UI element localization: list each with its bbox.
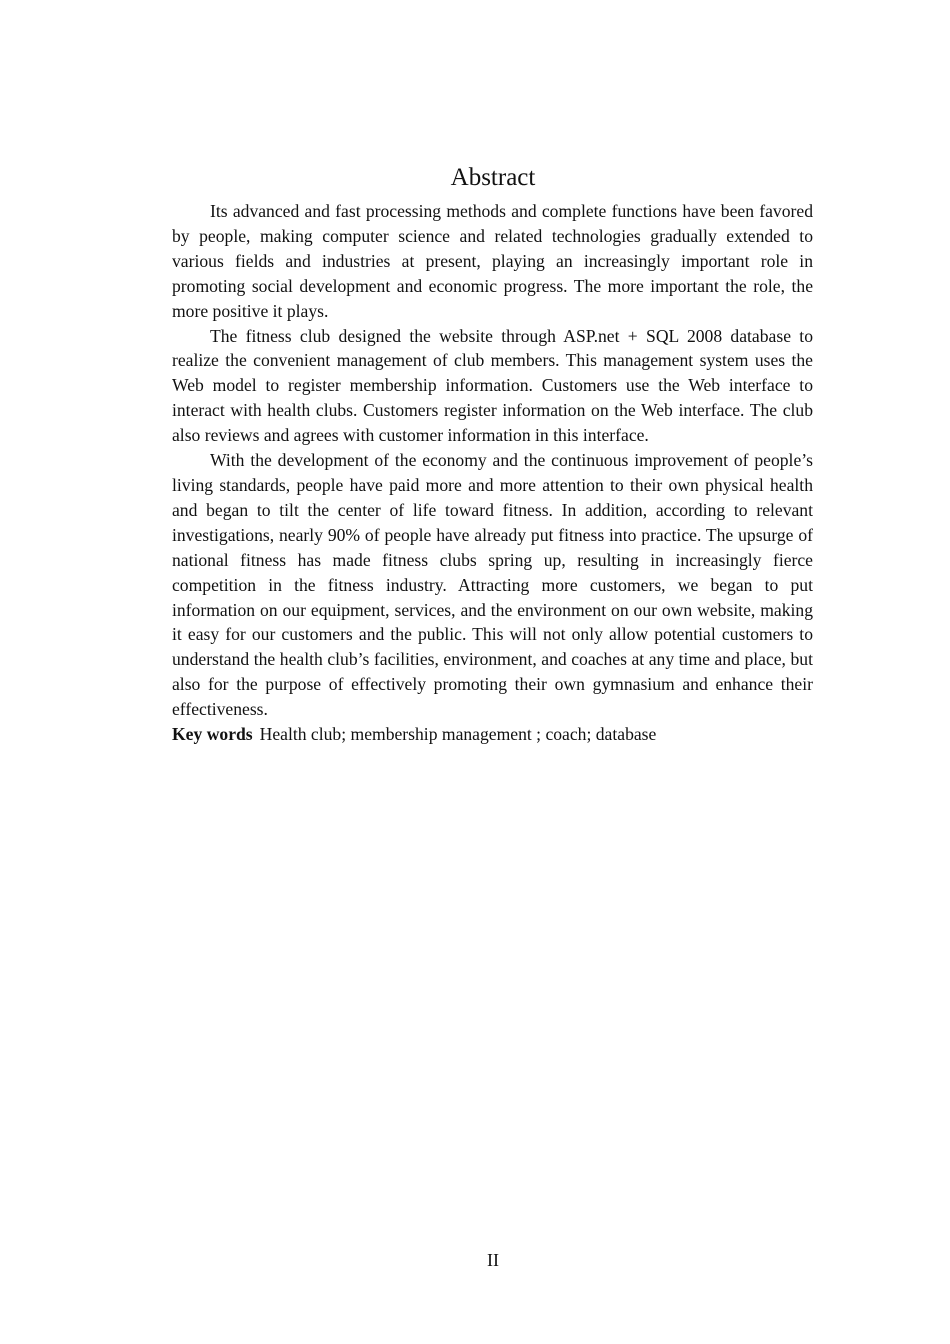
abstract-paragraph-3: With the development of the economy and the continuous improvement of people’s living standards, people have paid more and more attention to their own physical health and began to tilt the center of life toward fitness. In addition, according to relevant investigations, nearly 90% of people have already put fitness into practice. The upsurge of national fitness has made fitness clubs spring up, resulting in increasingly fierce competition in the fitness industry. Attracting more customers, we began to put information on our equipment, services, and the environment on our own website, making it easy for our customers and the public. This will not only allow potential customers to understand the health club’s facilities, environment, and coaches at any time and place, but also for the purpose of effectively promoting their own gymnasium and enhance their effectiveness. (172, 450, 813, 720)
abstract-paragraph-1: Its advanced and fast processing methods and complete functions have been favored by people, making computer science and related technologies gradually extended to various fields and industries at present, playing an increasingly important role in promoting social development and economic progress. The more important the role, the more positive it plays. (172, 201, 813, 321)
page-title: Abstract (450, 163, 536, 191)
keywords-line (172, 722, 813, 747)
page-number: II (487, 1250, 499, 1270)
abstract-body (172, 199, 813, 747)
abstract-paragraph-2: The fitness club designed the website through ASP.net + SQL 2008 database to realize the convenient management of club members. This management system uses the Web model to register membership information. Customers use the Web interface to interact with health clubs. Customers register information on the Web interface. The club also reviews and agrees with customer information in this interface. (172, 325, 813, 446)
keywords-label: Key words (172, 724, 253, 745)
keywords-text: Health club; membership management ; coach; database (259, 724, 657, 745)
